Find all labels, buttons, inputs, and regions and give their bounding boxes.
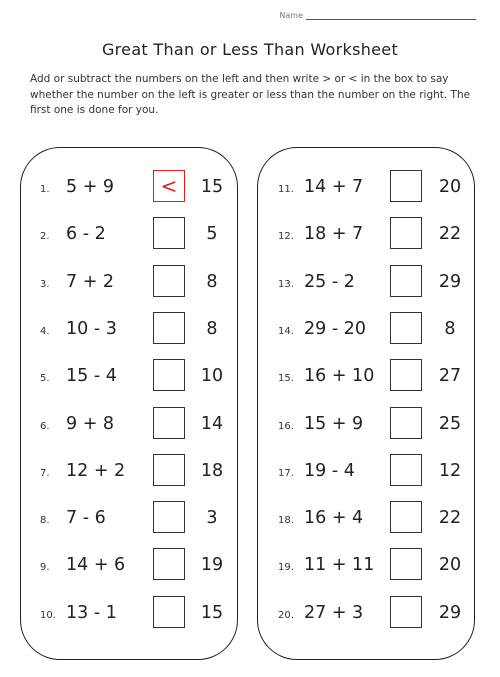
problem-expression: 18 + 7 [304,224,364,245]
problem-row [21,312,237,348]
problem-number: 5. [40,373,50,385]
problem-expression: 16 + 10 [304,366,375,387]
problem-row [21,454,237,490]
instructions: Add or subtract the numbers on the left and then write > or < in the box to say whether the number on the left is greater or less than the number on the right. The first one is done for you. [30,73,471,116]
comparison-number: 8 [206,271,218,292]
comparison-number: 18 [200,460,224,481]
problem-number: 9. [40,562,50,574]
answer-box[interactable] [153,265,185,297]
problem-number: 4. [40,325,50,337]
problem-number: 15. [278,373,294,385]
problem-row [258,501,474,537]
problem-expression: 12 + 2 [66,460,126,481]
problem-expression: 19 - 4 [304,460,355,481]
comparison-number: 15 [200,602,224,623]
problem-expression: 16 + 4 [304,508,364,529]
problem-row [21,265,237,301]
problem-row [21,596,237,632]
answer-box[interactable] [153,548,185,580]
problem-row [21,407,237,443]
answer-box[interactable] [390,596,422,628]
answer-box[interactable] [153,407,185,439]
problem-row [21,170,237,206]
problem-expression: 15 - 4 [66,366,117,387]
name-label: Name [279,11,303,20]
answer-box[interactable] [153,501,185,533]
name-input-line[interactable] [306,10,476,20]
answer-box[interactable] [153,596,185,628]
problem-expression: 7 - 6 [66,508,106,529]
problem-expression: 14 + 7 [304,177,364,197]
comparison-number: 29 [438,602,462,623]
problem-row [258,312,474,348]
answer-box[interactable] [390,501,422,533]
comparison-number: 20 [438,555,462,576]
comparison-number: 8 [206,318,218,339]
answer-box[interactable]: < [153,170,185,202]
problem-row [258,407,474,443]
answer-box[interactable] [390,265,422,297]
comparison-number: 20 [438,177,462,197]
comparison-number: 8 [444,318,456,339]
problem-expression: 11 + 11 [304,555,375,576]
problem-row [21,359,237,395]
problem-expression: 14 + 6 [66,555,126,576]
problems-panel-left [20,147,238,660]
problem-row [21,501,237,537]
problem-number: 3. [40,278,50,290]
answer-box[interactable] [390,454,422,486]
comparison-number: 3 [206,508,218,529]
problem-number: 18. [278,515,294,527]
comparison-number: 22 [438,508,462,529]
problem-row [258,359,474,395]
problem-number: 17. [278,467,294,479]
comparison-number: 12 [438,460,462,481]
problem-expression: 9 + 8 [66,413,115,434]
answer-box[interactable] [153,217,185,249]
worksheet-title: Great Than or Less Than Worksheet [101,40,399,59]
problem-expression: 7 + 2 [66,271,115,292]
comparison-number: 5 [206,224,218,245]
name-field [279,10,476,20]
problem-expression: 29 - 20 [304,318,366,339]
comparison-number: 22 [438,224,462,245]
problem-expression: 5 + 9 [66,177,115,197]
problem-number: 14. [278,325,294,337]
comparison-number: 15 [200,177,224,197]
comparison-number: 25 [438,413,462,434]
problem-number: 2. [40,231,50,243]
problem-number: 16. [278,420,294,432]
problem-number: 20. [278,609,294,621]
problem-number: 6. [40,420,50,432]
answer-box[interactable] [153,454,185,486]
answer-box[interactable] [390,359,422,391]
answer-box[interactable] [153,312,185,344]
answer-box[interactable] [390,407,422,439]
answer-box[interactable] [153,359,185,391]
problem-number: 12. [278,231,294,243]
problem-row [258,265,474,301]
comparison-number: 14 [200,413,224,434]
answer-box[interactable] [390,217,422,249]
comparison-number: 27 [438,366,462,387]
problem-row [258,596,474,632]
problem-row [258,170,474,206]
problems-panel-right [257,147,475,660]
problem-number: 1. [40,184,50,195]
problem-number: 13. [278,278,294,290]
problem-row [21,217,237,253]
problem-row [258,454,474,490]
problem-expression: 10 - 3 [66,318,117,339]
answer-box[interactable] [390,312,422,344]
problem-row [21,548,237,584]
problem-number: 8. [40,515,50,527]
problem-expression: 15 + 9 [304,413,364,434]
problem-number: 11. [278,184,294,195]
problem-number: 7. [40,467,50,479]
answer-box[interactable] [390,170,422,202]
problem-number: 10. [40,609,56,621]
problem-number: 19. [278,562,294,574]
problem-expression: 27 + 3 [304,602,364,623]
problem-expression: 25 - 2 [304,271,355,292]
answer-box[interactable] [390,548,422,580]
comparison-number: 10 [200,366,224,387]
problem-row [258,548,474,584]
problem-expression: 13 - 1 [66,602,117,623]
problem-row [258,217,474,253]
comparison-number: 19 [200,555,224,576]
problem-expression: 6 - 2 [66,224,106,245]
comparison-number: 29 [438,271,462,292]
